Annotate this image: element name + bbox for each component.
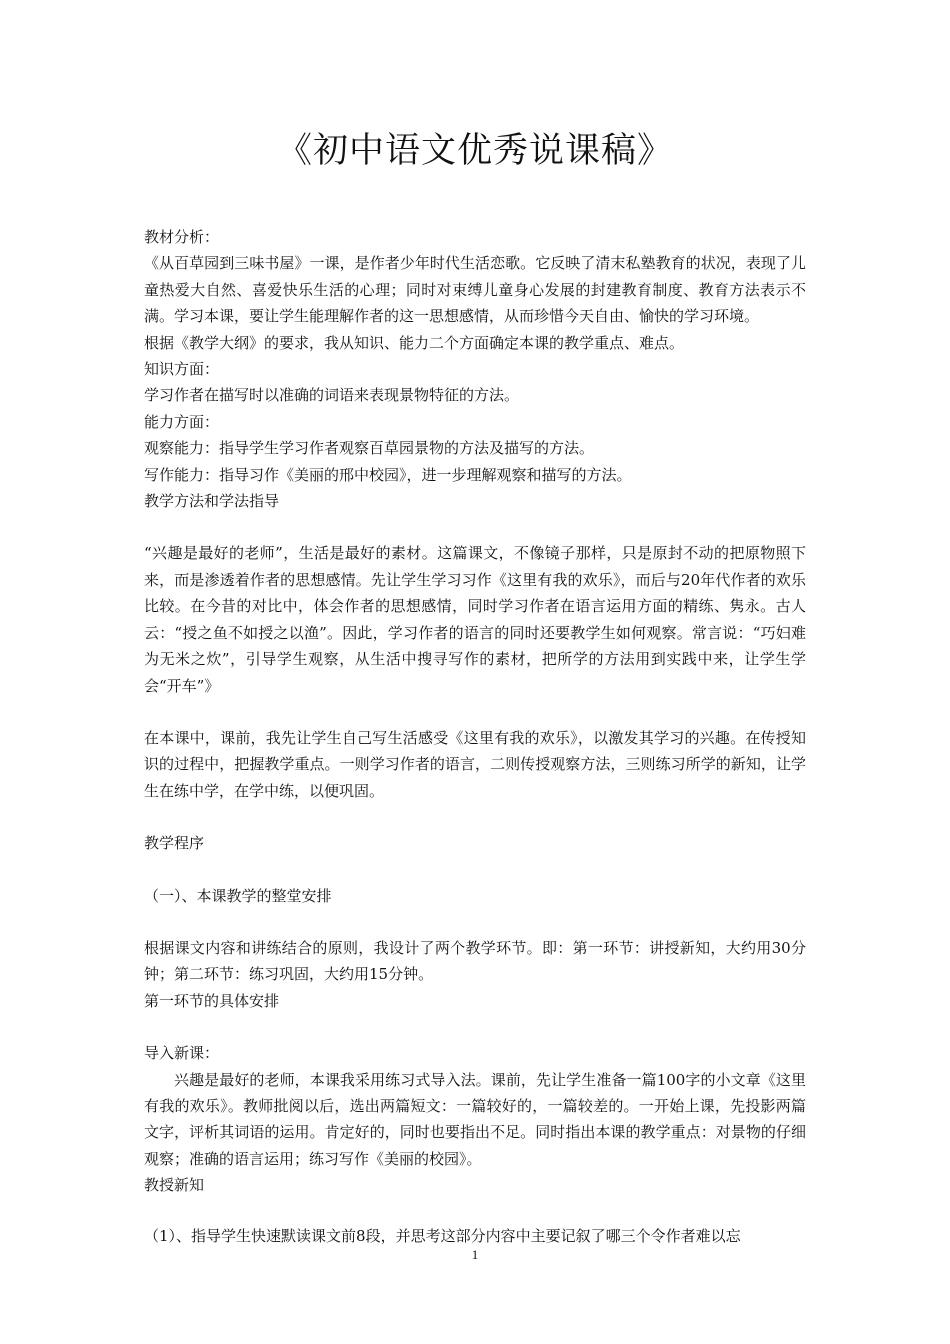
paragraph: 能力方面： [144, 412, 220, 431]
paragraph: 观察能力：指导学生学习作者观察百草园景物的方法及描写的方法。 [144, 439, 595, 458]
paragraph: （1）、指导学生快速默读课文前8段，并思考这部分内容中主要记叙了哪三个令作者难以忘 [144, 1226, 741, 1245]
page-number: 1 [471, 1247, 479, 1262]
paragraph-gap [144, 1199, 806, 1223]
paragraph: 学习作者在描写时以准确的词语来表现景物特征的方法。 [144, 386, 520, 405]
section-heading: （一）、本课教学的整堂安排 [144, 886, 332, 905]
paragraph: 在本课中，课前，我先让学生自己写生活感受《这里有我的欢乐》，以激发其学习的兴趣。在传授知识的过程中，把握教学重点。一则学习作者的语言，二则传授观察方法，三则练习所学的新知，让学生在练中学，在学中练，以便巩固。 [144, 728, 806, 800]
paragraph: 兴趣是最好的老师，本课我采用练习式导入法。课前，先让学生准备一篇100字的小文章《这里有我的欢乐》。教师批阅以后，选出两篇短文：一篇较好的，一篇较差的。一开始上课，先投影两篇文字，评析其词语的运用。肯定好的，同时也要指出不足。同时指出本课的教学重点：对景物的仔细观察；准确的语言运用；练习写作《美丽的校园》。 [144, 1070, 806, 1168]
paragraph: 根据《教学大纲》的要求，我从知识、能力二个方面确定本课的教学重点、难点。 [144, 333, 685, 352]
document-title: 《初中语文优秀说课稿》 [276, 131, 673, 171]
paragraph-gap [144, 1014, 806, 1040]
paragraph: 教材分析： [144, 228, 220, 246]
paragraph-gap [144, 857, 806, 883]
paragraph: “兴趣是最好的老师”，生活是最好的素材。这篇课文，不像镜子那样，只是原封不动的把原物照下来，而是渗透着作者的思想感情。先让学生学习习作《这里有我的欢乐》，而后与20年代作者的欢乐比较。在今昔的对比中，体会作者的思想感情，同时学习作者在语言运用方面的精练、隽永。古人云：“授之鱼不如授之以渔”。因此，学习作者的语言的同时还要教学生如何观察。常言说：“巧妇难为无米之炊”，引导学生观察，从生活中搜寻写作的素材，把所学的方法用到实践中来，让学生学会“开车”》 [144, 544, 806, 695]
section-heading: 教授新知 [144, 1176, 205, 1195]
section-heading: 教学程序 [144, 834, 205, 853]
paragraph-gap [144, 909, 806, 935]
paragraph-gap [144, 514, 806, 540]
document-body [144, 224, 806, 1249]
section-heading: 第一环节的具体安排 [144, 991, 280, 1010]
section-heading: 导入新课： [144, 1044, 220, 1063]
section-heading: 教学方法和学法指导 [144, 492, 280, 511]
paragraph: 知识方面： [144, 360, 220, 379]
paragraph: 《从百草园到三味书屋》一课，是作者少年时代生活恋歌。它反映了清末私塾教育的状况，表现了儿童热爱大自然、喜爱快乐生活的心理；同时对束缚儿童身心发展的封建教育制度、教育方法表示不满。学习本课，要让学生能理解作者的这一思想感情，从而珍惜今天自由、愉快的学习环境。 [144, 254, 806, 326]
paragraph-gap [144, 699, 806, 725]
paragraph-gap [144, 804, 806, 830]
paragraph: 根据课文内容和讲练结合的原则，我设计了两个教学环节。即：第一环节：讲授新知，大约用30分钟；第二环节：练习巩固，大约用15分钟。 [144, 938, 806, 984]
paragraph: 写作能力：指导习作《美丽的邢中校园》，进一步理解观察和描写的方法。 [144, 465, 632, 484]
